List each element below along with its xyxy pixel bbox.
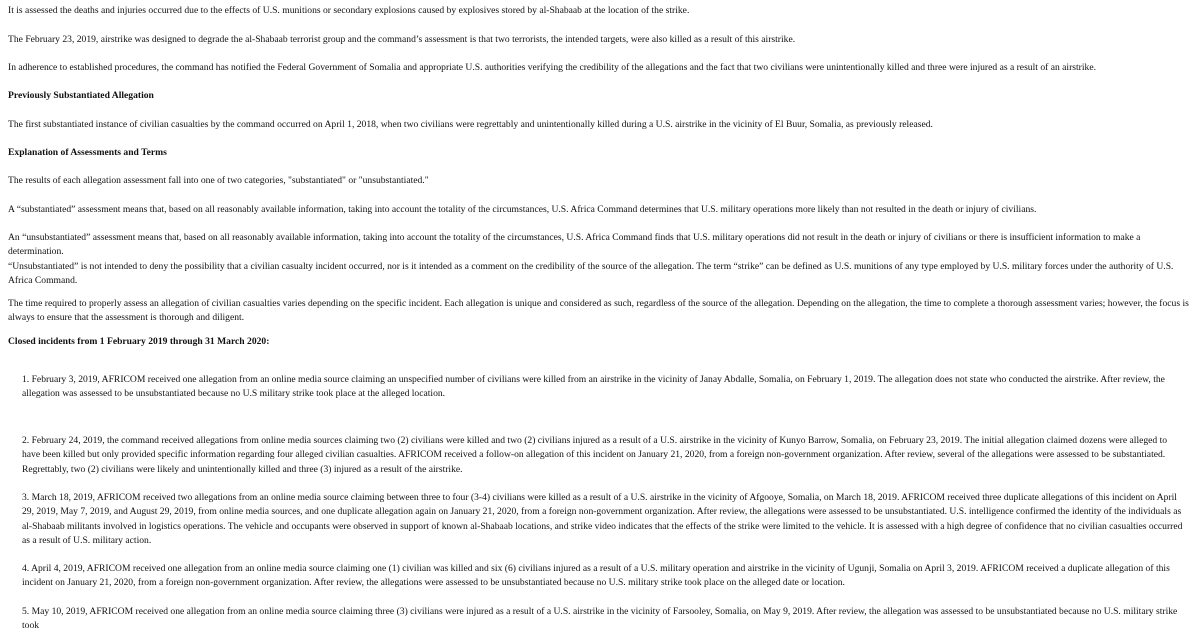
paragraph-unsubstantiated-note: “Unsubstantiated” is not intended to deny the possibility that a civilian casualty incident occurred, nor is it intended as a comment on the credibility of the source of the allegation. The term “strike” can be defined as U.S. munitions of any type employed by U.S. military forces under the authority of U.S. Africa Command. xyxy=(8,261,1174,287)
heading-closed-incidents: Closed incidents from 1 February 2019 through 31 March 2020: xyxy=(8,336,270,347)
incident-item-5: 5. May 10, 2019, AFRICOM received one allegation from an online media source claiming three (3) civilians were injured as a result of a U.S. airstrike in the vicinity of Farsooley, Somalia, on May 9, 2019. After review, the allegation was assessed to be unsubstantiated because no U.S. military strike took xyxy=(22,606,1178,632)
paragraph-unsubstantiated-def: An “unsubstantiated” assessment means that, based on all reasonably available information, taking into account the totality of the circumstances, U.S. Africa Command finds that U.S. military operations did not result in the death or injury of civilians or there is insufficient information to make a determination. xyxy=(8,232,1141,258)
paragraph-notification: In adherence to established procedures, the command has notified the Federal Government of Somalia and appropriate U.S. authorities verifying the credibility of the allegations and the fact that two civilians were unintentionally killed and three were injured as a result of an airstrike. xyxy=(8,62,1097,73)
paragraph-assessment: It is assessed the deaths and injuries occurred due to the effects of U.S. munitions or secondary explosions caused by explosives stored by al-Shabaab at the location of the strike. xyxy=(8,5,690,16)
heading-explanation: Explanation of Assessments and Terms xyxy=(8,147,167,158)
paragraph-previous-allegation: The first substantiated instance of civilian casualties by the command occurred on April 1, 2018, when two civilians were regrettably and unintentionally killed during a U.S. airstrike in the vicinity of El Buur, Somalia, as previously released. xyxy=(8,119,933,130)
paragraph-categories: The results of each allegation assessment fall into one of two categories, "substantiated" or "unsubstantiated." xyxy=(8,175,429,186)
incident-item-4: 4. April 4, 2019, AFRICOM received one allegation from an online media source claiming one (1) civilian was killed and six (6) civilians injured as a result of a U.S. military operation and airstrike in the vicinity of Ugunji, Somalia on April 3, 2019. AFRICOM received a duplicate allegation of this incident on January 21, 2020, from a foreign non-government organization. After review, the allegations were assessed to be unsubstantiated because no U.S. military strike took place on the alleged date or location. xyxy=(22,563,1170,589)
incident-item-3: 3. March 18, 2019, AFRICOM received two allegations from an online media source claiming between three to four (3-4) civilians were killed as a result of a U.S. airstrike in the vicinity of Afgooye, Somalia, on March 18, 2019. AFRICOM received three duplicate allegations of this incident on April 29, 2019, May 7, 2019, and August 29, 2019, from online media sources, and one duplicate allegation again on January 21, 2020, from a foreign non-government organization. After review, the allegations were assessed to be unsubstantiated. U.S. intelligence confirmed the identity of the individuals as al-Shabaab militants involved in logistics operations. The vehicle and occupants were observed in support of known al-Shabaab locations, and strike video indicates that the effects of the strike were limited to the vehicle. It is assessed with a high degree of confidence that no civilian casualties occurred as a result of U.S. military action. xyxy=(22,492,1183,547)
incident-item-2: 2. February 24, 2019, the command received allegations from online media sources claiming two (2) civilians were killed and two (2) civilians injured as a result of a U.S. airstrike in the vicinity of Kunyo Barrow, Somalia, on February 23, 2019. The initial allegation claimed dozens were alleged to have been killed but only provided specific information regarding four alleged civilian casualties. AFRICOM received a follow-on allegation of this incident on January 21, 2020, from a foreign non-government organization. After review, several of the allegations were assessed to be substantiated. Regrettably, two (2) civilians were likely and unintentionally killed and three (3) injured as a result of the airstrike. xyxy=(22,435,1168,475)
paragraph-assessment-time: The time required to properly assess an allegation of civilian casualties varies depending on the specific incident. Each allegation is unique and considered as such, regardless of the source of the allegation. Depending on the allegation, the time to complete a thorough assessment varies; however, the focus is always to ensure that the assessment is thorough and diligent. xyxy=(8,298,1189,324)
incident-item-1: 1. February 3, 2019, AFRICOM received one allegation from an online media source claiming an unspecified number of civilians were killed from an airstrike in the vicinity of Janay Abdalle, Somalia, on February 1, 2019. The allegation does not state who conducted the airstrike. After review, the allegation was assessed to be unsubstantiated because no U.S military strike took place at the alleged location. xyxy=(22,374,1165,400)
paragraph-substantiated-def: A “substantiated” assessment means that, based on all reasonably available information, taking into account the totality of the circumstances, U.S. Africa Command determines that U.S. military operations more likely than not resulted in the death or injury of civilians. xyxy=(8,204,1037,215)
paragraph-airstrike-design: The February 23, 2019, airstrike was designed to degrade the al-Shabaab terrorist group and the command’s assessment is that two terrorists, the intended targets, were also killed as a result of this airstrike. xyxy=(8,34,796,45)
heading-previously-substantiated: Previously Substantiated Allegation xyxy=(8,90,154,101)
